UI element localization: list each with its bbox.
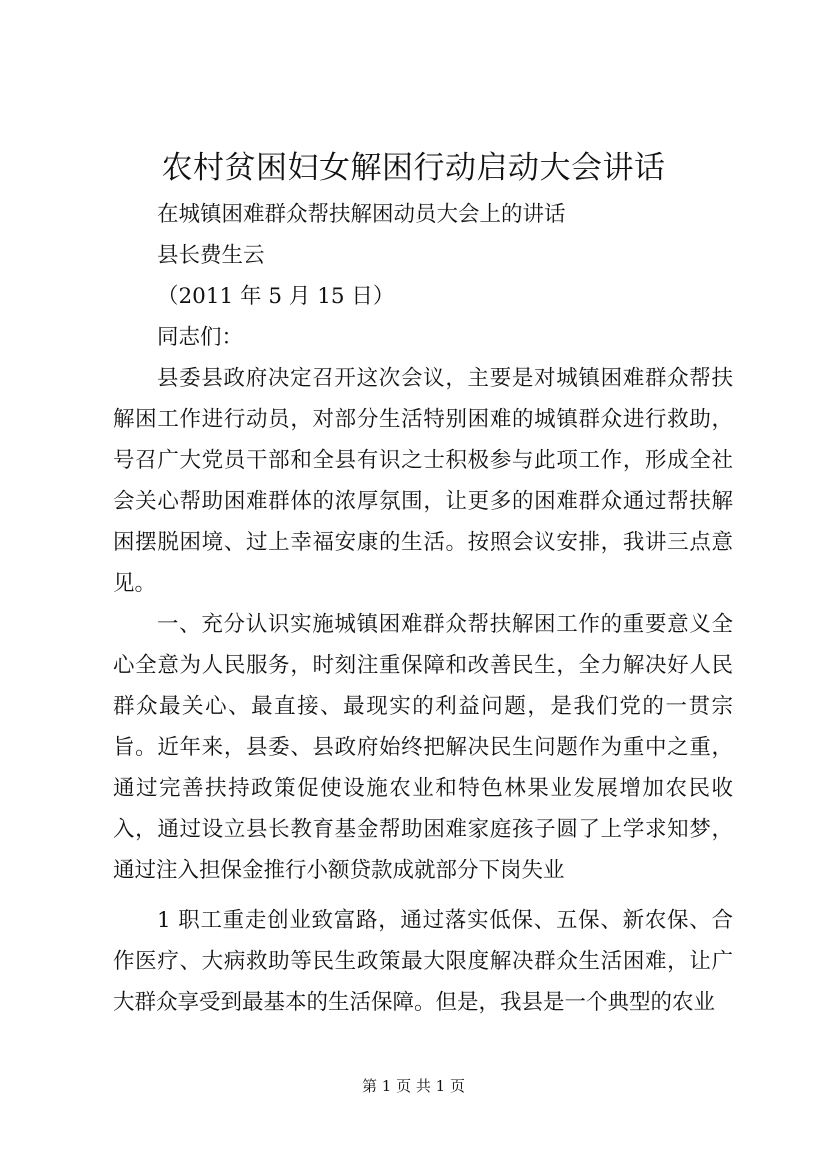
document-title: 农村贫困妇女解困行动启动大会讲话 bbox=[161, 150, 666, 186]
document-body bbox=[113, 194, 733, 1023]
page-footer: 第 1 页 共 1 页 bbox=[362, 1077, 465, 1095]
speech-date: （2011 年 5 月 15 日） bbox=[157, 284, 395, 309]
speech-subtitle: 在城镇困难群众帮扶解困动员大会上的讲话 bbox=[157, 202, 566, 227]
paragraph-continuation: 1 职工重走创业致富路，通过落实低保、五保、新农保、合作医疗、大病救助等民生政策最大限度解决群众生活困难，让广大群众享受到最基本的生活保障。但是，我县是一个典型的农业 bbox=[113, 908, 733, 1015]
paragraph-intro: 县委县政府决定召开这次会议，主要是对城镇困难群众帮扶解困工作进行动员，对部分生活特别困难的城镇群众进行救助，号召广大党员干部和全县有识之士积极参与此项工作，形成全社会关心帮助困难群体的浓厚氛围，让更多的困难群众通过帮扶解困摆脱困境、过上幸福安康的生活。按照会议安排，我讲三点意见。 bbox=[113, 366, 733, 596]
speaker-line: 县长费生云 bbox=[157, 243, 265, 268]
paragraph-section-one: 一、充分认识实施城镇困难群众帮扶解困工作的重要意义全心全意为人民服务，时刻注重保障和改善民生，全力解决好人民群众最关心、最直接、最现实的利益问题，是我们党的一贯宗旨。近年来，县委、县政府始终把解决民生问题作为重中之重，通过完善扶持政策促使设施农业和特色林果业发展增加农民收入，通过设立县长教育基金帮助困难家庭孩子圆了上学求知梦，通过注入担保金推行小额贷款成就部分下岗失业 bbox=[113, 612, 733, 883]
salutation: 同志们： bbox=[157, 325, 244, 350]
